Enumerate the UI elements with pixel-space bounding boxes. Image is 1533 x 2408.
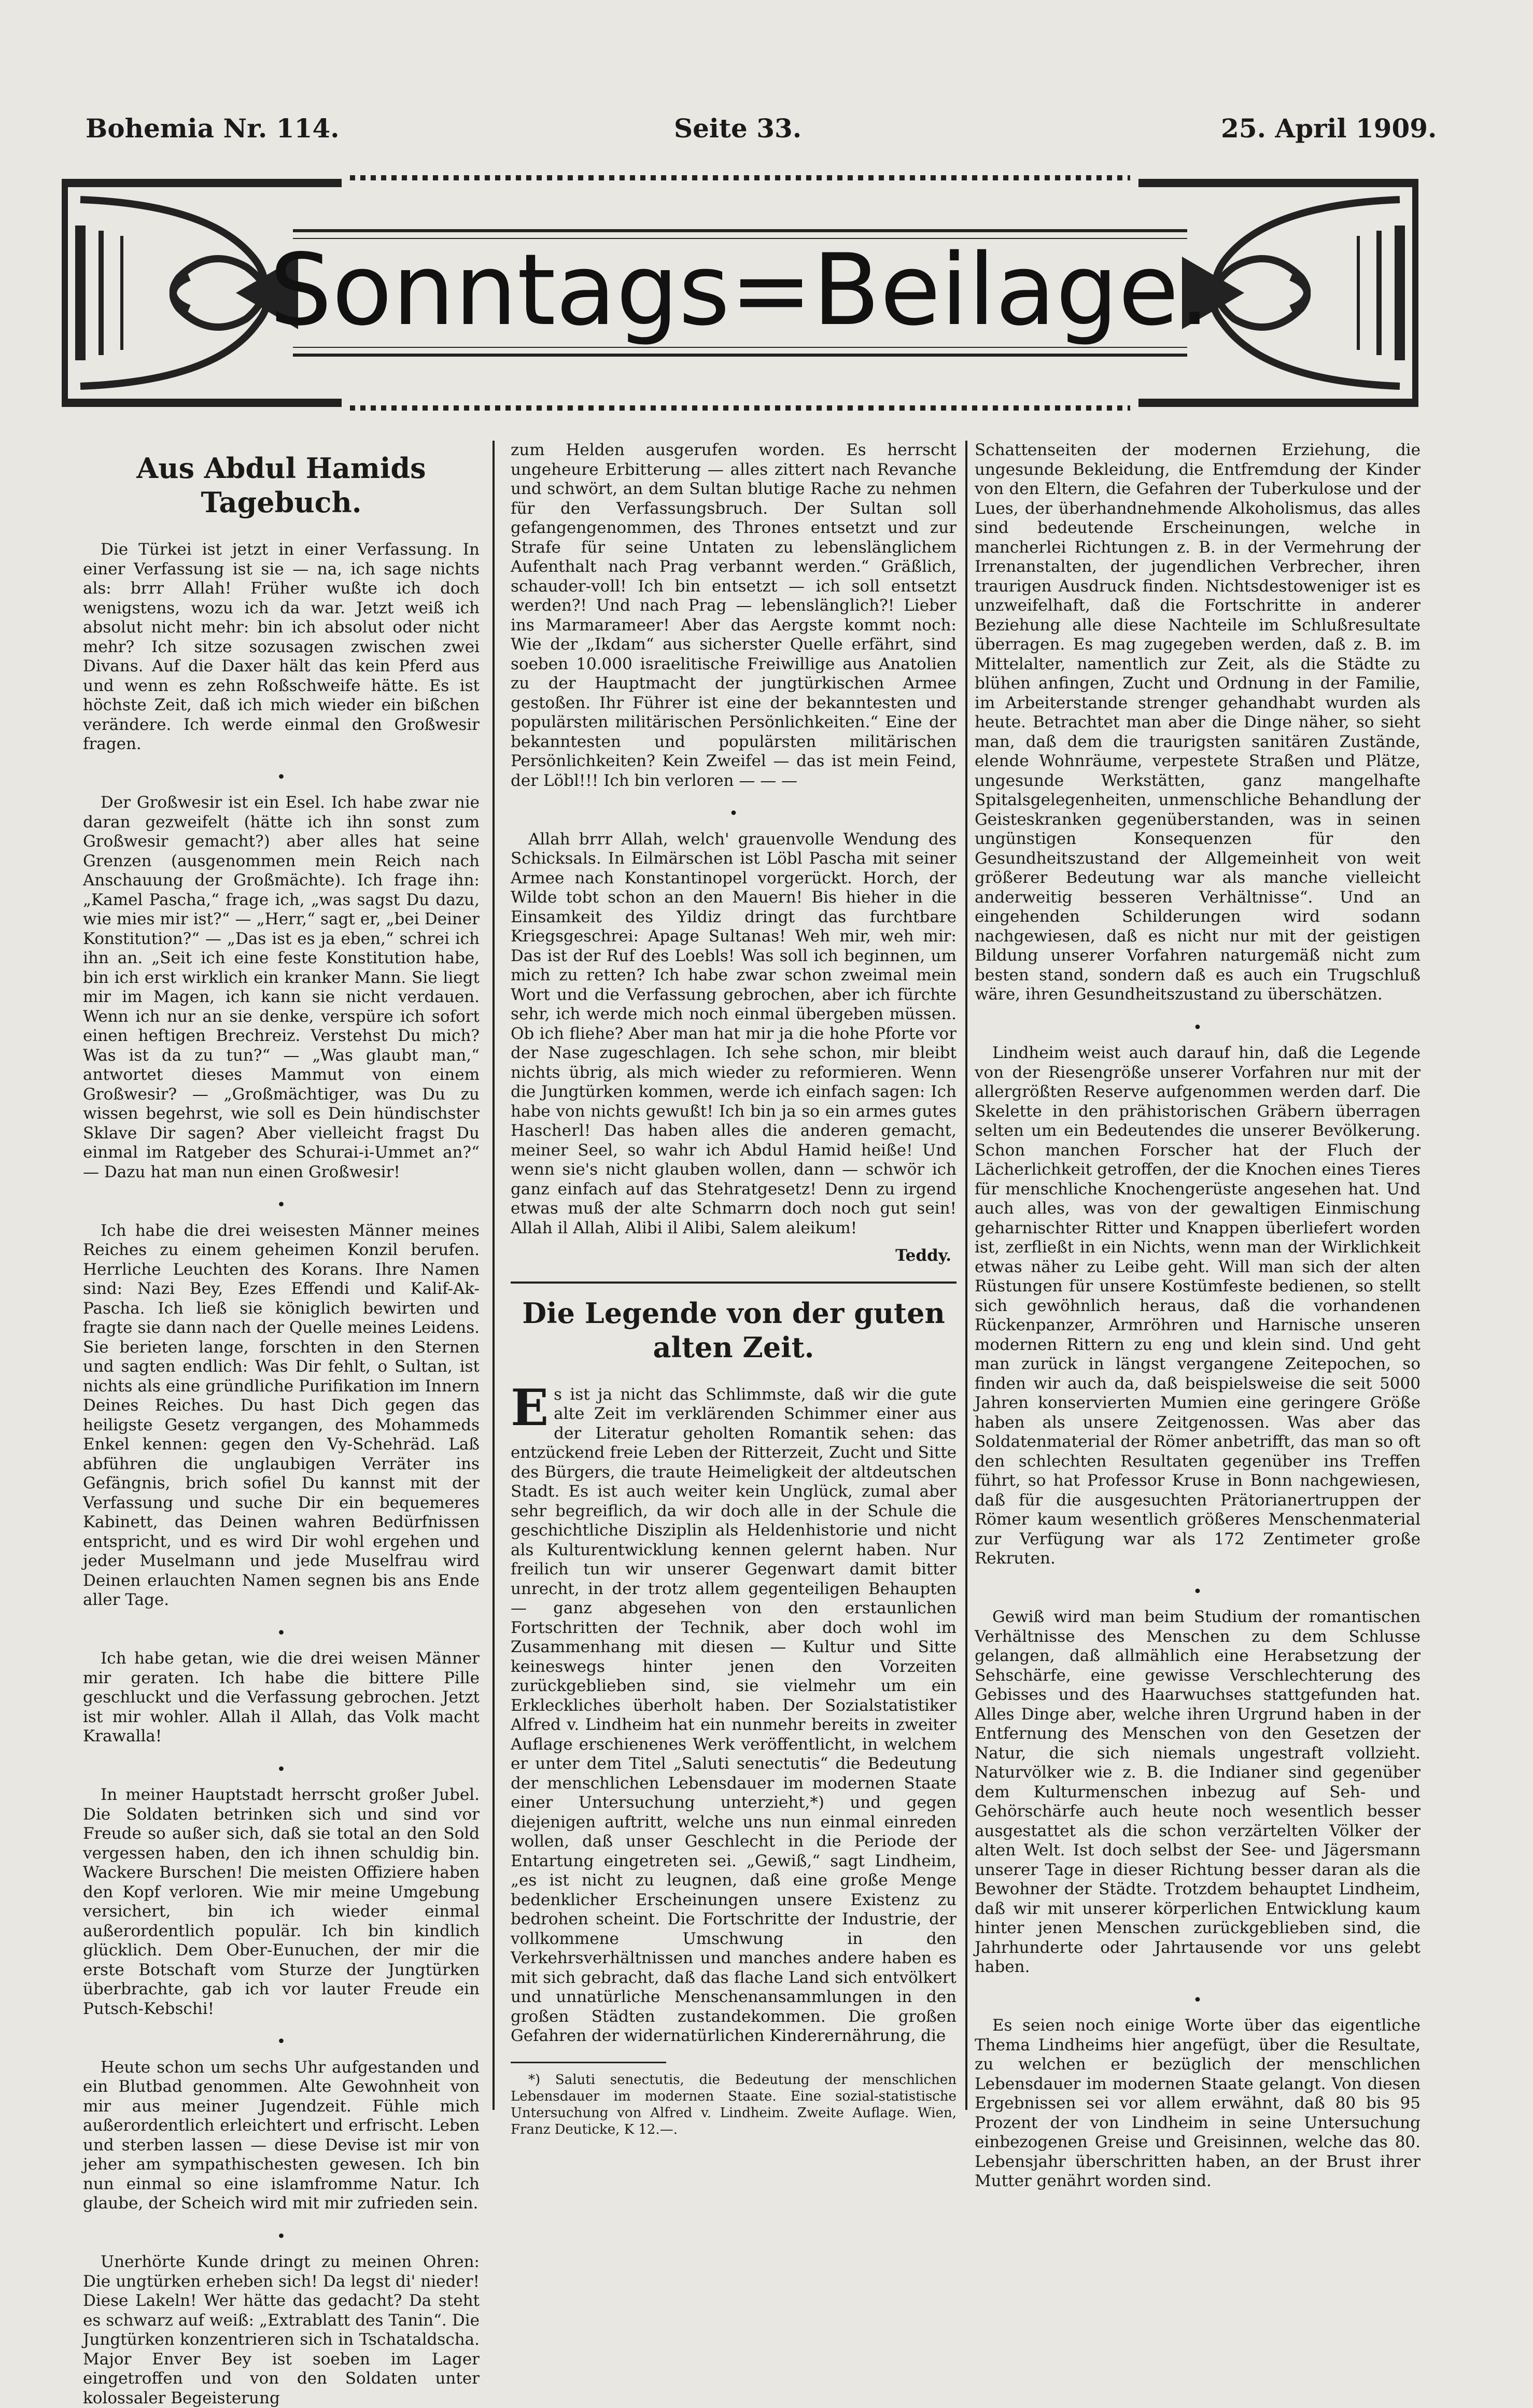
separator-dot: • xyxy=(276,1760,286,1779)
separator-dot: • xyxy=(276,768,286,786)
paragraph: Der Großwesir ist ein Esel. Ich habe zwar nie daran gezweifelt (hätte ich ihn sonst zum Großwesir gemacht?) aber alles hat seine Grenzen (ausgenommen mein Reich nach Anschauung der Großmächte). Ich frage ihn: „Kamel Pascha,“ frage ich, „was sagst Du dazu, wie mies mir ist?“ — „Herr,“ sagt er, „bei Deiner Konstitution?“ — „Das ist es ja eben,“ schrei ich ihn an. „Seit ich eine feste Konstitution habe, bin ich erst wirklich ein kranker Mann. Sie liegt mir im Magen, ich kann sie nicht verdauen. Wenn ich nur an sie denke, verspüre ich sofort einen heftigen Brechreiz. Verstehst Du mich? Was ist da zu tun?“ — „Was glaubt man,“ antwortet dieses Mammut von einem Großwesir? — „Großmächtiger, was Du zu wissen begehrst, wie soll es Dein hündischster Sklave Dir sagen? Aber vielleicht fragst Du einmal im Ratgeber des Schurai-i-Ummet an?“ — Dazu hat man nun einen Großwesir! xyxy=(83,793,480,1181)
paragraph: Es seien noch einige Worte über das eigentliche Thema Lindheims hier angefügt, über die Resultate, zu welchen er bezüglich der menschlichen Lebensdauer im modernen Staate gelangt. Von diesen Ergebnissen sei vor allem erwähnt, daß 80 bis 95 Prozent der von Lindheim in seine Untersuchung einbezogenen Greise und Greisinnen, welche das 80. Lebensjahr überschritten haben, an der Brust ihrer Mutter genährt worden sind. xyxy=(975,2016,1421,2190)
paragraph: zum Helden ausgerufen worden. Es herrscht ungeheure Erbitterung — alles zittert nach Revanche und schwört, an dem Sultan blutige Rache zu nehmen für den Verfassungsbruch. Der Sultan soll gefangengenommen, des Thrones entsetzt und zur Strafe für seine Untaten zu lebenslänglichem Aufenthalt nach Prag verbannt werden.“ Gräßlich, schauder-voll! Ich bin entsetzt — ich soll entsetzt werden?! Und nach Prag — lebenslänglich?! Lieber ins Marmarameer! Aber das Aergste kommt noch: Wie der „Ikdam“ aus sicherster Quelle erfährt, sind soeben 10.000 israelitische Freiwillige aus Anatolien zu der Hauptmacht der jungtürkischen Armee gestoßen. Ihr Führer ist eine der bekanntesten und populärsten militärischen Persönlichkeiten.“ Eine der bekanntesten und populärsten militärischen Persönlichkeiten? Kein Zweifel — das ist mein Feind, der Löbl!!! Ich bin verloren — — — xyxy=(511,441,957,790)
paragraph: Ich habe getan, wie die drei weisen Männer mir geraten. Ich habe die bittere Pille geschluckt und die Verfassung gebrochen. Jetzt ist mir wohler. Allah il Allah, das Volk macht Krawalla! xyxy=(83,1649,480,1745)
footnote-rule xyxy=(511,2062,666,2063)
article-title-legende: Die Legende von der guten alten Zeit. xyxy=(522,1296,945,1364)
paragraph: Allah brrr Allah, welch' grauenvolle Wendung des Schicksals. In Eilmärschen ist Löbl Pascha mit seiner Armee nach Konstantinopel vorgerückt. Horch, der Wilde tobt schon an den Mauern! Bis hieher in die Einsamkeit des Yildiz dringt das furchtbare Kriegsgeschrei: Apage Sultanas! Weh mir, weh mir: Das ist der Ruf des Loebls! Was soll ich beginnen, um mich zu retten? Ich habe zwar schon zweimal mein Wort und die Verfassung gebrochen, aber ich fürchte sehr, ich werde mich noch einmal übergeben müssen. Ob ich fliehe? Aber man hat mir ja die hohe Pforte vor der Nase zugeschlagen. Ich sehe schon, mir bleibt nichts übrig, als mich wieder zu reformieren. Wenn die Jungtürken kommen, werde ich einfach sagen: Ich habe von nichts gewußt! Ich bin ja so ein armes gutes Hascherl! Das haben alles die anderen gemacht, meiner Seel, so wahr ich Abdul Hamid heiße! Und wenn sie's nicht glauben wollen, dann — schwör ich ganz einfach auf das Stehratgesetz! Denn zu irgend etwas muß der alte Schmarrn doch noch gut sein! Allah il Allah, Alibi il Alibi, Salem aleikum! xyxy=(511,829,957,1237)
paragraph: Ich habe die drei weisesten Männer meines Reiches zu einem geheimen Konzil berufen. Herrliche Leuchten des Korans. Ihre Namen sind: Nazi Bey, Ezes Effendi und Kalif-Ak-Pascha. Ich ließ sie königlich bewirten und fragte sie dann nach der Quelle meines Leidens. Sie berieten lange, forschten in den Sternen und sagten endlich: Was Dir fehlt, o Sultan, ist nichts als eine gründliche Purifikation im Innern Deines Reiches. Du hast Dich gegen das heiligste Gesetz vergangen, des Mohammeds Enkel kennen: gegen den Vy-Schehräd. Laß abführen die unglaubigen Verräter ins Gefängnis, brich sofiel Du kannst mit der Verfassung und suche Dir ein bequemeres Kabinett, das Deinen wahren Bedürfnissen entspricht, und es wird Dir wohl ergehen und jeder Muselmann und jede Muselfrau wird Deinen erlauchten Namen segnen bis ans Ende aller Tage. xyxy=(83,1221,480,1609)
header-page-number: Seite 33. xyxy=(674,113,802,144)
header-date: 25. April 1909. xyxy=(1221,113,1437,144)
column-3 xyxy=(975,441,1421,2190)
separator-dot: • xyxy=(1193,1582,1202,1601)
paragraph-text: s ist ja nicht das Schlimmste, daß wir die gute alte Zeit im verklärenden Schimmer einer aus der Literatur geholten Romantik sehen: das entzückend freie Leben der Ritterzeit, Zucht und Sitte des Bürgers, die traute Heimeligkeit der altdeutschen Stadt. Es ist auch weiter kein Unglück, zumal aber sehr begreiflich, da wir doch alle in der Schule die geschichtliche Disziplin als Heldenhistorie und nicht als Kulturentwicklung kennen gelernt haben. Nur freilich tun wir unserer Gegenwart damit bitter unrecht, in der trotz allem gegenteiligen Behaupten — ganz abgesehen von den erstaunlichen Fortschritten der Technik, aber doch wohl im Zusammenhang mit diesen — Kultur und Sitte keineswegs hinter jenen den Vorzeiten zurückgeblieben sind, sie vielmehr um ein Erkleckliches überholt haben. Der Sozialstatistiker Alfred v. Lindheim hat ein nunmehr bereits in zweiter Auflage erschienenes Werk veröffentlicht, in welchem er unter dem Titel „Saluti senectutis“ die Bedeutung der menschlichen Lebensdauer im modernen Staate einer Untersuchung unterzieht,*) und gegen diejenigen auftritt, welche uns nun einmal einreden wollen, daß unser Geschlecht in die Periode der Entartung eingetreten sei. „Gewiß,“ sagt Lindheim, „es ist nicht zu leugnen, daß eine große Menge bedenklicher Erscheinungen unsere Existenz zu bedrohen scheint. Die Fortschritte der Industrie, der vollkommene Umschwung in den Verkehrsverhältnissen und manches andere haben es mit sich gebracht, daß das flache Land sich entvölkert und unnatürliche Menschenansammlungen in den großen Städten zustandekommen. Die großen Gefahren der widernatürlichen Kinderernährung, die xyxy=(511,1385,957,2045)
article-title-tagebuch: Aus Abdul Hamids Tagebuch. xyxy=(136,452,426,519)
separator-dot: • xyxy=(276,2227,286,2246)
separator-dot: • xyxy=(1193,1991,1202,2009)
column-rule xyxy=(493,441,495,2110)
separator-dot: • xyxy=(276,2033,286,2051)
drop-cap: E xyxy=(511,1378,549,1437)
paragraph: In meiner Hauptstadt herrscht großer Jubel. Die Soldaten betrinken sich und sind vor Freude so außer sich, daß sie total an den Sold vergessen haben, den ich ihnen schuldig bin. Wackere Burschen! Die meisten Offiziere haben den Kopf verloren. Wie mir meine Umgebung versichert, bin ich wieder einmal außerordentlich populär. Ich bin kindlich glücklich. Dem Ober-Eunuchen, der mir die erste Botschaft vom Sturze der Jungtürken überbrachte, gab ich vor lauter Freude ein Putsch-Kebschi! xyxy=(83,1785,480,2018)
paragraph: Heute schon um sechs Uhr aufgestanden und ein Blutbad genommen. Alte Gewohnheit von mir aus meiner Jugendzeit. Fühle mich außerordentlich erleichtert und erfrischt. Leben und sterben lassen — diese Devise ist mir von jeher am sympathischesten gewesen. Ich bin nun einmal so eine islamfromme Natur. Ich glaube, der Scheich wird mit mir zufrieden sein. xyxy=(83,2058,480,2213)
column-rule xyxy=(965,441,967,2110)
paragraph xyxy=(511,1378,957,2046)
masthead-title: Sonntags=Beilage. xyxy=(269,233,1211,347)
paragraph: Lindheim weist auch darauf hin, daß die Legende von der Riesengröße unserer Vorfahren nur mit der allergrößten Reserve aufgenommen werden darf. Die Skelette in den prähistorischen Gräbern überragen selten um ein Bedeutendes die unserer Bevölkerung. Schon manchen Forscher hat der Fluch der Lächerlichkeit getroffen, der die Knochen eines Tieres für menschliche Knochengerüste angesehen hat. Und auch alles, was von der gewaltigen Einmischung geharnischter Ritter und Knappen überliefert worden ist, zerfließt in ein Nichts, wenn man der Wirklichkeit etwas näher zu Leibe geht. Will man sich der alten Rüstungen für unsere Kostümfeste bedienen, so stellt sich gewöhnlich heraus, daß die vorhandenen Rückenpanzer, Armröhren und Harnische unseren modernen Rittern zu eng und klein sind. Und geht man zurück in längst vergangene Zeitepochen, so finden wir auch da, daß beispielsweise die seit 5000 Jahren konservierten Mumien eine geringere Größe haben als unsere Zeitgenossen. Was aber das Soldatenmaterial der Römer anbetrifft, das man so oft den schlechten Resultaten gegenüber ins Treffen führt, so hat Professor Kruse in Bonn nachgewiesen, daß für die ausgesuchten Prätorianertruppen der Römer kaum wesentlich größeres Menschenmaterial zur Verfügung war als 172 Zentimeter große Rekruten. xyxy=(975,1044,1421,1568)
column-1 xyxy=(83,441,480,2407)
separator-dot: • xyxy=(729,805,738,823)
article-divider xyxy=(511,1282,957,1284)
paragraph: Unerhörte Kunde dringt zu meinen Ohren: Die ungtürken erheben sich! Da legst di' nieder! Diese Lakeln! Wer hätte das gedacht? Da steht es schwarz auf weiß: „Extrablatt des Tanin“. Die Jungtürken konzentrieren sich in Tschataldscha. Major Enver Bey ist soeben im Lager eingetroffen und von den Soldaten unter kolossaler Begeisterung xyxy=(83,2252,480,2407)
article-signature: Teddy. xyxy=(895,1246,951,1265)
separator-dot: • xyxy=(276,1624,286,1642)
column-2 xyxy=(511,441,957,2137)
separator-dot: • xyxy=(1193,1018,1202,1037)
footnote: *) Saluti senectutis, die Bedeutung der menschlichen Lebensdauer im modernen Staate. Eine sozial-statistische Untersuchung von Alfred v. Lindheim. Zweite Auflage. Wien, Franz Deuticke, K 12.—. xyxy=(511,2072,957,2137)
paragraph: Gewiß wird man beim Studium der romantischen Verhältnisse des Menschen zu dem Schlusse gelangen, daß allmählich eine Herabsetzung der Sehschärfe, eine gewisse Verschlechterung des Gebisses und des Haarwuchses stattgefunden hat. Alles Dinge aber, welche ihren Urgrund haben in der Entfernung des Menschen von den Gesetzen der Natur, die sich niemals ungestraft vollzieht. Naturvölker wie z. B. die Indianer sind gegenüber dem Kulturmenschen inbezug auf Seh- und Gehörschärfe auch heute noch wesentlich besser ausgestattet als die schon verzärtelten Völker der alten Welt. Ist doch selbst der See- und Jägersmann unserer Tage in dieser Richtung besser daran als die Bewohner der Städte. Trotzdem behauptet Lindheim, daß wir mit unserer körperlichen Entwicklung kaum hinter jenen Menschen zurückgeblieben sind, die Jahrhunderte oder Jahrtausende vor uns gelebt haben. xyxy=(975,1608,1421,1976)
paragraph: Die Türkei ist jetzt in einer Verfassung. In einer Verfassung ist sie — na, ich sage nichts als: brrr Allah! Früher wußte ich doch wenigstens, wozu ich da war. Jetzt weiß ich absolut nicht mehr: bin ich absolut oder nicht mehr? Ich sitze sozusagen zwischen zwei Divans. Auf die Daxer hält das kein Pferd aus und wenn es zehn Roßschweife hätte. Es ist höchste Zeit, daß ich mich wieder ein bißchen verändere. Ich werde einmal den Großwesir fragen. xyxy=(83,540,480,753)
header-issue: Bohemia Nr. 114. xyxy=(86,113,340,144)
masthead xyxy=(60,168,1421,417)
paragraph: Schattenseiten der modernen Erziehung, die ungesunde Bekleidung, die Entfremdung der Kinder von den Eltern, die Gefahren der Tuberkulose und der Lues, der überhandnehmende Alkoholismus, das alles sind bedeutende Erscheinungen, welche in mancherlei Richtungen z. B. in der Vermehrung der Irrenanstalten, der jugendlichen Verbrecher, ihren traurigen Ausdruck finden. Nichtsdestoweniger ist es unzweifelhaft, daß die Fortschritte in anderer Beziehung alle diese Nachteile im Schlußresultate überragen. Es mag zugegeben werden, daß z. B. im Mittelalter, namentlich zur Zeit, als die Städte zu blühen anfingen, Zucht und Ordnung in der Familie, im Arbeiterstande strenger gehandhabt wurden als heute. Betrachtet man aber die Dinge näher, so sieht man, daß dem die traurigsten sanitären Zustände, elende Wohnräume, verpestete Straßen und Plätze, ungesunde Werkstätten, ganz mangelhafte Spitalsgelegenheiten, unmenschliche Behandlung der Geisteskranken gegenüberstanden, was in seinen ungünstigen Konsequenzen für den Gesundheitszustand der Allgemeinheit von weit größerer Bedeutung war als manche vielleicht anderweitig besseren Verhältnisse“. Und an eingehenden Schilderungen wird sodann nachgewiesen, daß es nicht nur mit der geistigen Bildung unserer Vorfahren naturgemäß nicht zum besten stand, sondern daß es auch ein Trugschluß wäre, ihren Gesundheitszustand zu überschätzen. xyxy=(975,441,1421,1004)
separator-dot: • xyxy=(276,1196,286,1214)
